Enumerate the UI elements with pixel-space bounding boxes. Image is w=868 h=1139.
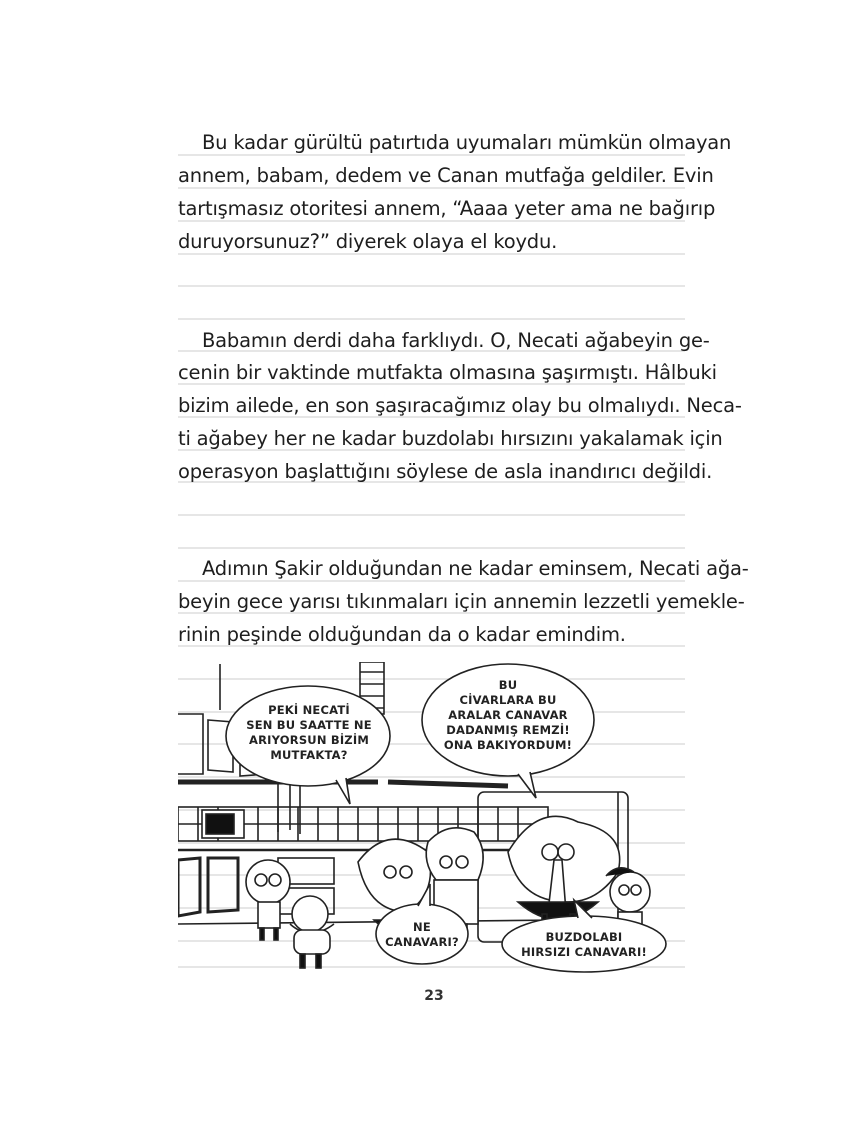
text-line: tartışmasız otoritesi annem, “Aaaa yeter ama ne bağırıp: [178, 197, 716, 220]
text-line: Bu kadar gürültü patırtıda uyumaları mümkün olmayan: [202, 131, 732, 154]
bubble-line: BUZDOLABI: [545, 930, 623, 944]
comic-illustration: [178, 662, 685, 982]
page-number: 23: [424, 988, 444, 1004]
text-line: ti ağabey her ne kadar buzdolabı hırsızını yakalamak için: [178, 427, 723, 450]
ruled-line: [178, 285, 685, 287]
speech-bubble-2: [430, 678, 586, 753]
bubble-line: SEN BU SAATTE NE: [246, 718, 372, 732]
text-line: rinin peşinde olduğundan da o kadar emindim.: [178, 623, 626, 646]
text-line: Adımın Şakir olduğundan ne kadar eminsem, Necati ağa-: [202, 557, 749, 580]
text-line: bizim ailede, en son şaşıracağımız olay bu olmalıydı. Neca-: [178, 394, 742, 417]
speech-bubble-4: [508, 930, 660, 960]
bubble-line: CANAVARI?: [385, 935, 459, 949]
bubble-line: CİVARLARA BU: [459, 693, 557, 707]
speech-bubble-3: [380, 920, 464, 950]
bubble-line: PEKİ NECATİ: [268, 703, 350, 717]
ruled-line: [178, 318, 685, 320]
bubble-line: HIRSIZI CANAVARI!: [521, 945, 647, 959]
bubble-line: ARIYORSUN BİZİM: [249, 733, 369, 747]
text-line: cenin bir vaktinde mutfakta olmasına şaşırmıştı. Hâlbuki: [178, 361, 717, 384]
bubble-line: DADANMIŞ REMZİ!: [446, 723, 570, 737]
bubble-line: NE: [413, 920, 431, 934]
text-line: operasyon başlattığını söylese de asla inandırıcı değildi.: [178, 460, 713, 483]
speech-bubble-1: [236, 703, 382, 763]
ruled-line: [178, 547, 685, 549]
bubble-line: MUTFAKTA?: [270, 748, 348, 762]
bubble-line: ARALAR CANAVAR: [448, 708, 568, 722]
bubble-line: ONA BAKIYORDUM!: [443, 738, 573, 752]
bubble-line: BU: [498, 678, 518, 692]
text-line: duruyorsunuz?” diyerek olaya el koydu.: [178, 230, 558, 253]
text-line: Babamın derdi daha farklıydı. O, Necati ağabeyin ge-: [202, 329, 710, 352]
text-line: annem, babam, dedem ve Canan mutfağa geldiler. Evin: [178, 164, 714, 187]
text-line: beyin gece yarısı tıkınmaları için annemin lezzetli yemekle-: [178, 590, 745, 613]
ruled-line: [178, 514, 685, 516]
